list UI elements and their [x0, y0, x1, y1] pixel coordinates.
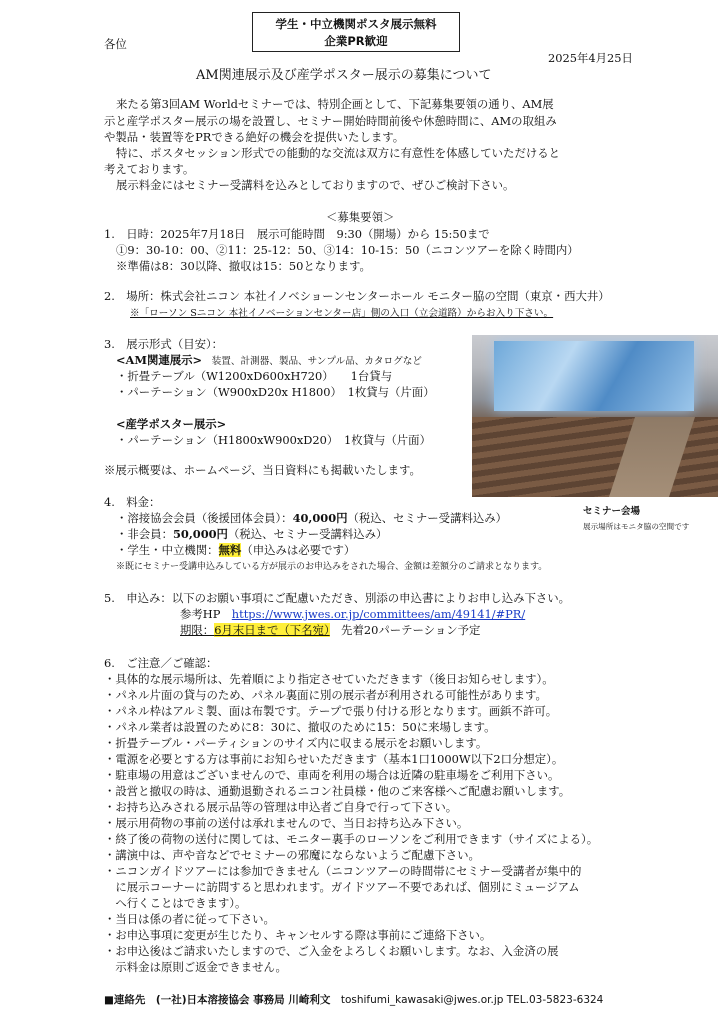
s4-heading: 4. 料金：	[104, 495, 161, 509]
caution-item: ・当日は係の者に従って下さい。	[104, 912, 275, 926]
student-fee-note: （申込みは必要です）	[241, 543, 356, 557]
poster-exhibit-label: <産学ポスター展示>	[116, 417, 227, 431]
poster-partition-item: ・パーテーション（H1800xW900xD20） 1枚貸与（片面）	[116, 433, 431, 447]
s3-note: ※展示概要は、ホームページ、当日資料にも掲載いたします。	[104, 463, 421, 477]
caution-item: ・展示用荷物の事前の送付は承れませんので、当日お持ち込み下さい。	[104, 816, 469, 830]
nonmember-fee-note: （税込、セミナー受講料込み）	[227, 527, 388, 541]
contact-label: ■連絡先 (一社)日本溶接協会 事務局 川崎利文	[104, 994, 331, 1006]
page-title: AM関連展示及び産学ポスター展示の募集について	[196, 68, 492, 83]
notice-line-1: 学生・中立機関ポスタ展示無料	[275, 17, 437, 31]
deadline-label: 期限：	[180, 623, 215, 637]
caution-item: ・パネル片面の貸与のため、パネル裏面に別の展示者が利用される可能性があります。	[104, 688, 547, 702]
monitor-screen	[494, 341, 694, 411]
photo-caption: セミナー会場	[583, 506, 641, 517]
caution-item: ・パネル枠はアルミ製、面は布製です。テープで張り付ける形となります。画鋲不許可。	[104, 704, 558, 718]
caution-item: ・お申込後はご請求いたしますので、ご入金をよろしくお願いします。なお、入金済の展	[104, 944, 559, 958]
caution-item: ・ニコンガイドツアーには参加できません（ニコンツアーの時間帯にセミナー受講者が集中的	[104, 864, 582, 878]
intro-line: 来たる第3回AM Worldセミナーでは、特別企画として、下記募集要領の通り、AM展	[116, 97, 554, 111]
s4-note: ※既にセミナー受講申込みしている方が展示のお申込みをされた場合、金額は差額分のご請求となります。	[116, 562, 548, 572]
s3-heading: 3. 展示形式（目安）：	[104, 337, 224, 351]
intro-line: 特に、ポスタセッション形式での能動的な交流は双方に有意性を体感していただけると	[116, 146, 561, 160]
s1-date: 1. 日時：2025年7月18日 展示可能時間 9:30（開場）から 15:50まで	[104, 227, 490, 241]
caution-item: ・折畳テーブル・パーティションのサイズ内に収まる展示をお願いします。	[104, 736, 488, 750]
hp-label: 参考HP	[180, 607, 221, 621]
free-notice-box	[252, 12, 460, 52]
s2-entrance-note: ※「ローソン Sニコン 本社イノベーションセンター店」側の入口（立会道路）からお入り下さい。	[130, 308, 554, 319]
intro-line: 考えております。	[104, 162, 195, 176]
am-exhibit-label: <AM関連展示>	[116, 353, 203, 367]
s5-apply: 5. 申込み：以下のお願い事項にご配慮いただき、別添の申込書によりお申し込み下さい。	[104, 591, 571, 605]
intro-line: 展示料金にはセミナー受講料を込みとしておりますので、ぜひご検討下さい。	[116, 178, 515, 192]
deadline-note: 先着20パーテーション予定	[329, 623, 481, 637]
member-fee-label: ・溶接協会会員（後援団体会員）：	[116, 511, 293, 525]
caution-item: ・パネル業者は設置のために8：30に、撤収のために15：50に来場します。	[104, 720, 496, 734]
intro-line: 示と産学ポスター展示の場を設置し、セミナー開始時間前後や休憩時間に、AMの取組み	[104, 114, 557, 128]
recipients: 各位	[104, 37, 127, 51]
notice-line-2: 企業PR歓迎	[324, 34, 388, 48]
student-fee-label: ・学生・中立機関：	[116, 543, 219, 557]
am-partition-item: ・パーテーション（W900xD20x H1800） 1枚貸与（片面）	[116, 385, 435, 399]
caution-item: ・終了後の荷物の送付に関しては、モニター裏手のローソンをご利用できます（サイズによる）。	[104, 832, 599, 846]
caution-item: ・講演中は、声や音などでセミナーの邪魔にならないようご配慮下さい。	[104, 848, 480, 862]
am-table-item: ・折畳テーブル（W1200xD600xH720） 1台貸与	[116, 369, 393, 383]
contact-details: toshifumi_kawasaki@jwes.or.jp TEL.03-5823-6324	[340, 994, 604, 1006]
deadline: 6月末日まで（下名宛）	[214, 623, 330, 637]
caution-item: ・お持ち込みされる展示品等の管理は申込者ご自身で行って下さい。	[104, 800, 458, 814]
member-fee: 40,000円	[292, 511, 348, 525]
caution-item: 示料金は原則ご返金できません。	[104, 960, 287, 974]
caution-item: へ行くことはできます）。	[104, 896, 247, 910]
caution-item: ・具体的な展示場所は、先着順により指定させていただきます（後日お知らせします）。	[104, 672, 554, 686]
reference-link[interactable]: https://www.jwes.or.jp/committees/am/49141/#PR/	[231, 607, 526, 621]
s6-heading: 6. ご注意／ご確認：	[104, 656, 218, 670]
caution-item: ・電源を必要とする方は事前にお知らせいただきます（基本1口1000W以下2口分想定）。	[104, 752, 564, 766]
member-fee-note: （税込、セミナー受講料込み）	[347, 511, 508, 525]
am-exhibit-items: 装置、計測器、製品、サンプル品、カタログなど	[202, 356, 422, 367]
caution-item: ・お申込事項に変更が生じたり、キャンセルする際は事前にご連絡下さい。	[104, 928, 492, 942]
nonmember-fee-label: ・非会員：	[116, 527, 173, 541]
seminar-hall-photo	[472, 335, 718, 497]
student-fee: 無料	[218, 543, 242, 557]
s1-note: ※準備は8：30以降、撤収は15：50となります。	[116, 259, 371, 273]
s2-location: 2. 場所：株式会社ニコン 本社イノベショーンセンターホール モニター脇の空間（東京・西大井）	[104, 289, 610, 303]
section-heading: ＜募集要領＞	[326, 210, 395, 224]
caution-item: に展示コーナーに訪問すると思われます。ガイドツアー不要であれば、個別にミュージアム	[104, 880, 580, 894]
intro-line: や製品・装置等をPRできる絶好の機会を提供いたします。	[104, 130, 405, 144]
nonmember-fee: 50,000円	[172, 527, 228, 541]
caution-item: ・設営と撤収の時は、通勤退勤されるニコン社員様・他のご来客様へご配慮お願いします。	[104, 784, 571, 798]
photo-subcaption: 展示場所はモニタ脇の空間です	[583, 522, 690, 531]
caution-item: ・駐車場の用意はございませんので、車両を利用の場合は近隣の駐車場をご利用下さい。	[104, 768, 560, 782]
document-date: 2025年4月25日	[548, 51, 633, 65]
s1-timeslots: ①9：30-10：00、②11：25-12：50、③14：10-15：50（ニコンツアーを除く時間内）	[116, 243, 579, 257]
